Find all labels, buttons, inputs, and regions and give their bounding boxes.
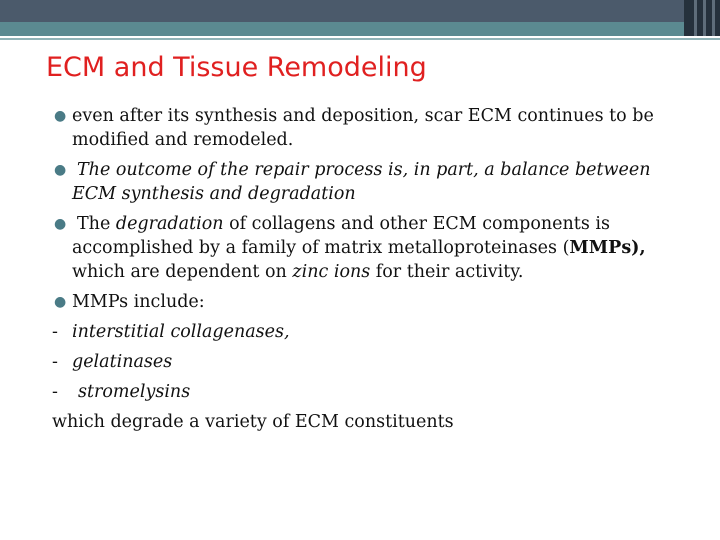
header-accent-line — [0, 38, 720, 40]
bullet-item — [52, 158, 692, 206]
bullet-text: MMPs include: — [72, 292, 205, 312]
dash-item-text: stromelysins — [78, 382, 191, 402]
bullet-icon: ● — [54, 162, 67, 178]
bullet-text-part: which are dependent on — [72, 262, 293, 282]
bullet-icon: ● — [54, 294, 67, 310]
bullet-text: The outcome of the repair process is, in part, a balance between ECM synthesis and degradation — [72, 160, 651, 204]
bullet-icon: ● — [54, 216, 67, 232]
dash-item — [52, 320, 692, 344]
header-stripe — [694, 0, 697, 36]
bullet-item — [52, 212, 692, 284]
bullet-text-emphasis: zinc ions — [292, 262, 371, 282]
bullet-text: even after its synthesis and deposition, scar ECM continues to be modified and remodeled. — [72, 106, 654, 150]
dash-item-text: gelatinases — [72, 352, 173, 372]
bullet-item — [52, 104, 692, 152]
dash-item — [52, 350, 692, 374]
slide-body — [52, 104, 692, 434]
bullet-text-part: The — [77, 214, 116, 234]
dash-marker: - — [52, 352, 58, 372]
bullet-text-part: of collagens and other ECM components is accomplished by a family of matrix metalloproteinases ( — [72, 214, 610, 258]
bullet-item — [52, 290, 692, 314]
header-stripe — [703, 0, 706, 36]
closing-text: which degrade a variety of ECM constituents — [52, 412, 454, 432]
bullet-text-emphasis: degradation — [115, 214, 224, 234]
header-band-dark — [0, 0, 720, 22]
dash-marker: - — [52, 322, 58, 342]
dash-item-text: interstitial collagenases, — [72, 322, 290, 342]
slide-title: ECM and Tissue Remodeling — [46, 52, 427, 83]
bullet-icon: ● — [54, 108, 67, 124]
dash-marker: - — [52, 382, 58, 402]
dash-item — [52, 380, 692, 404]
bullet-text-bold: MMPs), — [569, 238, 646, 258]
header-stripe — [712, 0, 715, 36]
header-band-teal — [0, 22, 720, 36]
bullet-text-part: for their activity. — [370, 262, 524, 282]
